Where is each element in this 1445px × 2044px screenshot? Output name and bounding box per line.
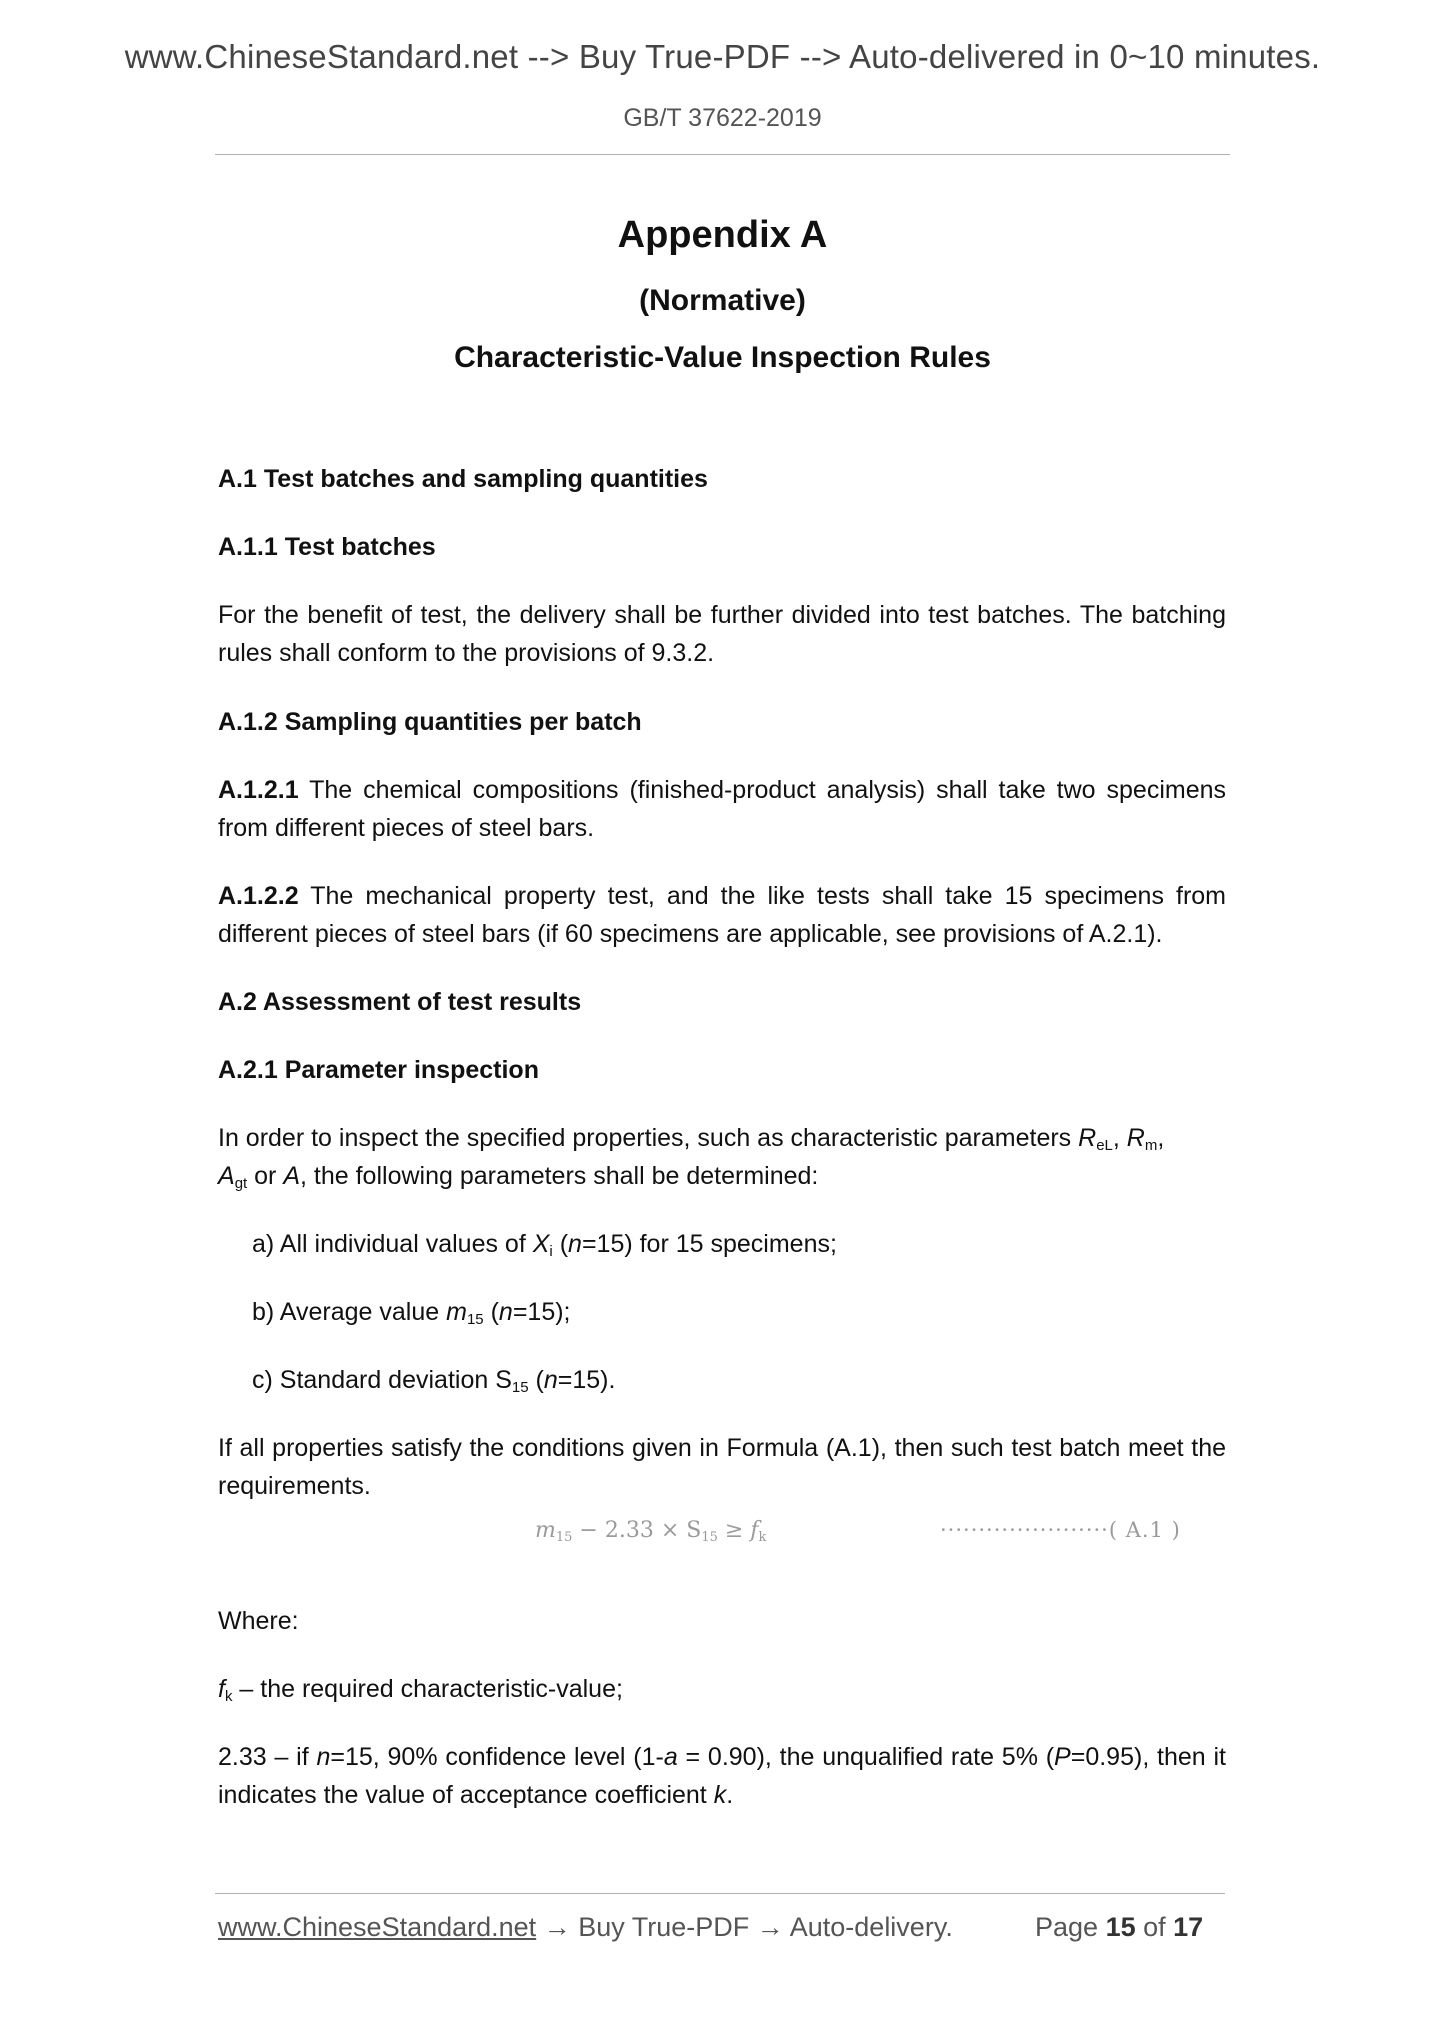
list-item-a: a) All individual values of $X_i$ (n=15) for 15 specimens; [252, 1230, 837, 1260]
page-indicator: Page 15 of 17 [1035, 1912, 1204, 1942]
paragraph-a11: For the benefit of test, the delivery shall be further divided into test batches. The batching rules shall conform to the provisions of 9.3.2. [218, 601, 1226, 667]
heading-a11: A.1.1 Test batches [218, 533, 436, 561]
appendix-subtitle: Characteristic-Value Inspection Rules [454, 341, 991, 374]
heading-a2: A.2 Assessment of test results [218, 988, 582, 1016]
current-page: 15 [1105, 1912, 1136, 1942]
clause-number-a122: A.1.2.2 [218, 882, 299, 910]
clause-text-a121: The chemical compositions (finished-product analysis) shall take two specimens from different pieces of steel bars. [218, 776, 1227, 842]
definition-fk: $f_k$ – the required characteristic-value; [218, 1675, 623, 1705]
top-banner: www.ChineseStandard.net --> Buy True-PDF --> Auto-delivered in 0~10 minutes. [124, 38, 1321, 75]
paragraph-a21-intro: In order to inspect the specified properties, such as characteristic parameters $R_{eL}$, $R_m$, $A_{gt}$ or A, the following parameters shall be determined: [218, 1124, 1165, 1192]
formula-a1: $m_{15} - 2.33 \times S_{15} \ge f_k$ [535, 1518, 767, 1545]
list-item-b: b) Average value $m_{15}$ (n=15); [252, 1298, 571, 1328]
heading-a21: A.2.1 Parameter inspection [218, 1056, 539, 1084]
paragraph-a121 [218, 771, 1226, 847]
document-number: GB/T 37622-2019 [623, 104, 822, 132]
appendix-title: Appendix A [617, 214, 828, 256]
where-label: Where: [218, 1607, 299, 1635]
definition-coefficient: 2.33 – if n=15, 90% confidence level (1-a = 0.90), the unqualified rate 5% (P=0.95), then it indicates the value of acceptance coefficient k. [218, 1743, 1227, 1809]
heading-a1: A.1 Test batches and sampling quantities [218, 465, 708, 493]
paragraph-a122 [218, 877, 1226, 953]
list-item-c: c) Standard deviation $S_{15}$ (n=15). [252, 1366, 616, 1396]
footer-divider [215, 1893, 1225, 1894]
clause-text-a122: The mechanical property test, and the like tests shall take 15 specimens from different pieces of steel bars (if 60 specimens are applicable, see provisions of A.2.1). [218, 882, 1227, 948]
footer-promo-text: → Buy True-PDF → Auto-delivery. [536, 1912, 953, 1942]
footer-site-link[interactable]: www.ChineseStandard.net [218, 1912, 537, 1942]
normative-label: (Normative) [639, 284, 806, 317]
header-divider [215, 154, 1230, 155]
paragraph-condition: If all properties satisfy the conditions given in Formula (A.1), then such test batch meet the requirements. [218, 1434, 1226, 1500]
total-pages: 17 [1173, 1912, 1204, 1942]
footer-promo [218, 1912, 953, 1943]
formula-reference: ······················( A.1 ) [940, 1518, 1181, 1542]
clause-number-a121: A.1.2.1 [218, 776, 299, 804]
heading-a12: A.1.2 Sampling quantities per batch [218, 708, 642, 736]
